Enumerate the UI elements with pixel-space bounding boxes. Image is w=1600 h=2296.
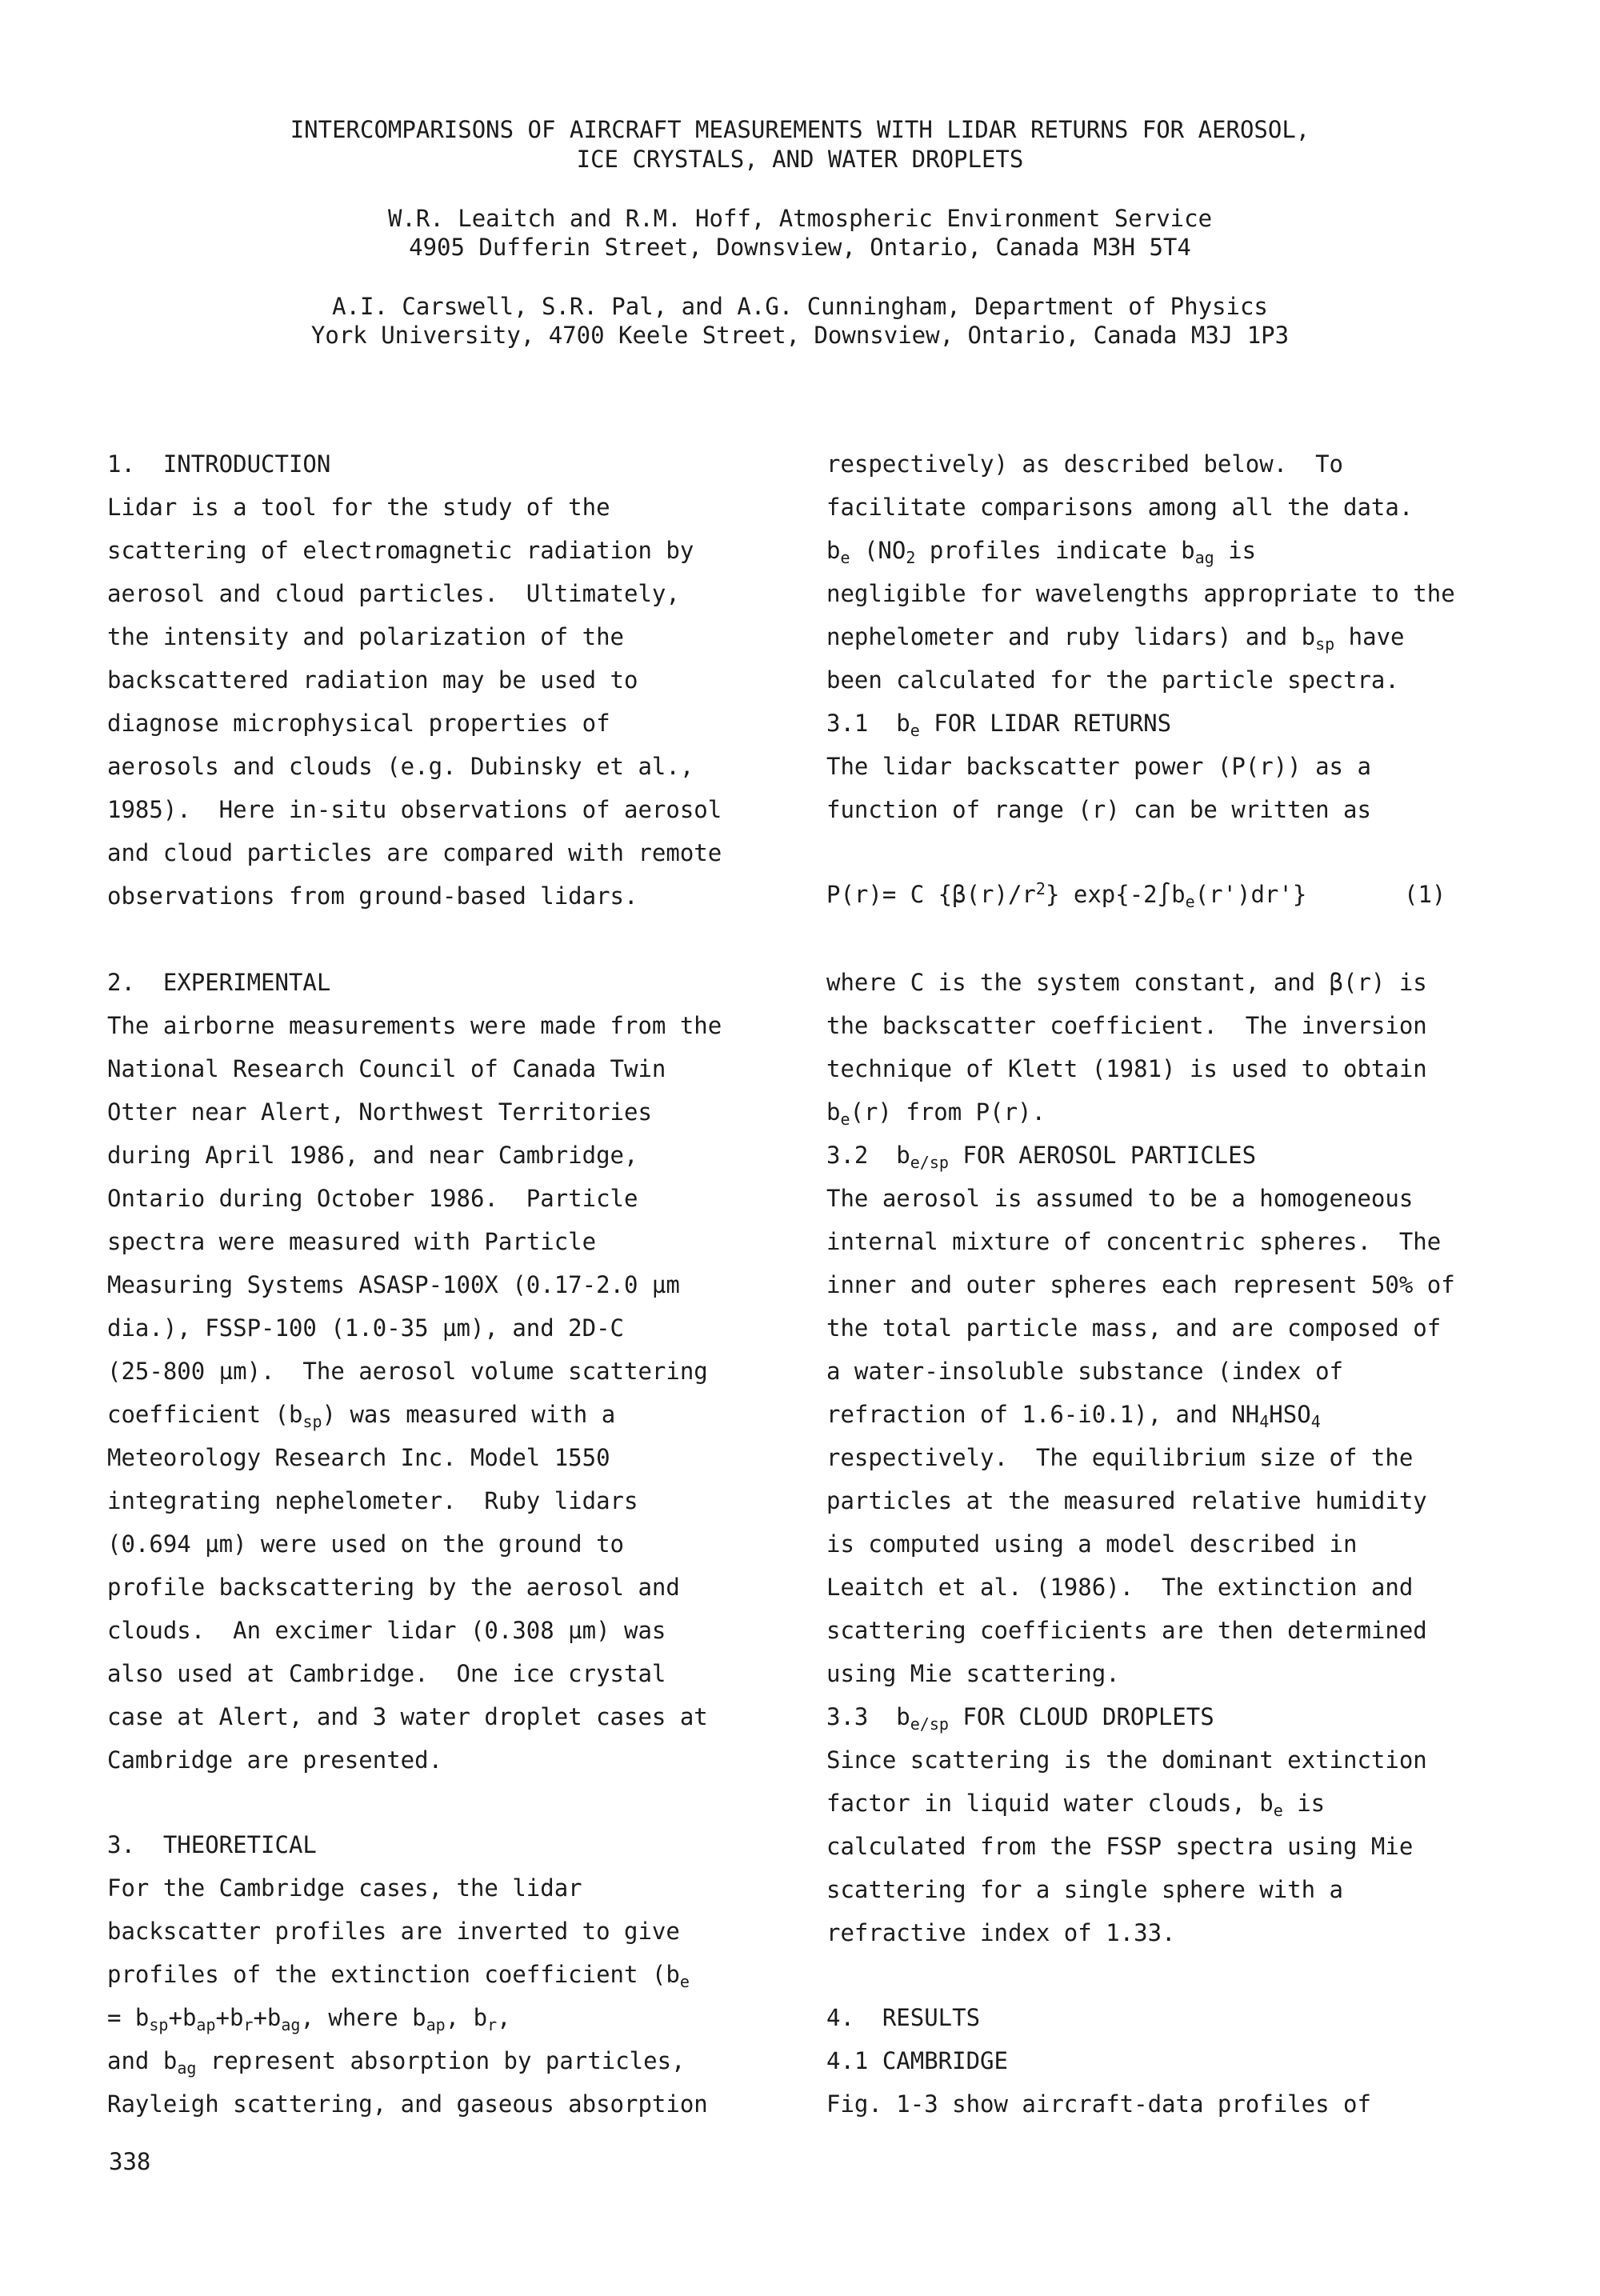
equation-number: (1)	[1404, 881, 1446, 908]
intro-heading: 1. INTRODUCTION	[107, 450, 331, 478]
lidar-equation: P(r)= C $\{\beta(r)/r^2\}$ $\exp\{-2\int b_e(r')dr'\}$	[826, 879, 1307, 911]
experimental-line: dia.), FSSP-100 (1.0-35 µm), and 2D-C	[107, 1314, 625, 1342]
theoretical-line: profiles of the extinction coefficient ($b_e$	[107, 1961, 690, 1991]
right-line: using Mie scattering.	[826, 1660, 1120, 1687]
right-line: refractive index of 1.33.	[826, 1919, 1176, 1946]
right-line: nephelometer and ruby lidars) and $b_{sp}$ have	[826, 623, 1405, 654]
right-line: where C is the system constant, and β(r) is	[826, 969, 1427, 996]
section-3-1-heading: 3.1 $b_e$ FOR LIDAR RETURNS	[826, 710, 1172, 740]
right-line: Leaitch et al. (1986). The extinction and	[826, 1574, 1414, 1601]
authors-line-4: York University, 4700 Keele Street, Downsview, Ontario, Canada M3J 1P3	[310, 322, 1290, 349]
right-line: technique of Klett (1981) is used to obtain	[826, 1055, 1427, 1082]
intro-line: the intensity and polarization of the	[107, 623, 625, 650]
right-line: particles at the measured relative humidity	[826, 1487, 1427, 1514]
experimental-line: Meteorology Research Inc. Model 1550	[107, 1444, 610, 1471]
experimental-line: (0.694 µm) were used on the ground to	[107, 1530, 625, 1558]
theoretical-line: Rayleigh scattering, and gaseous absorption	[107, 2090, 708, 2118]
authors-line-1: W.R. Leaitch and R.M. Hoff, Atmospheric Environment Service	[387, 205, 1213, 232]
right-line: been calculated for the particle spectra.	[826, 666, 1399, 694]
theoretical-line: and $b_{ag}$ represent absorption by particles,	[107, 2047, 686, 2078]
right-line: the total particle mass, and are composed of	[826, 1314, 1442, 1342]
intro-line: diagnose microphysical properties of	[107, 710, 610, 737]
experimental-line: (25-800 µm). The aerosol volume scattering	[107, 1358, 708, 1385]
experimental-line: National Research Council of Canada Twin	[107, 1055, 666, 1082]
right-line: scattering coefficients are then determined	[826, 1617, 1427, 1644]
authors-line-2: 4905 Dufferin Street, Downsview, Ontario, Canada M3H 5T4	[409, 234, 1191, 261]
experimental-line: Ontario during October 1986. Particle	[107, 1185, 638, 1212]
right-line: facilitate comparisons among all the data.	[826, 494, 1414, 521]
experimental-heading: 2. EXPERIMENTAL	[107, 969, 331, 996]
right-line: internal mixture of concentric spheres. The	[826, 1228, 1442, 1255]
section-3-2-heading: 3.2 $b_{e/sp}$ FOR AEROSOL PARTICLES	[826, 1142, 1257, 1172]
intro-line: aerosols and clouds (e.g. Dubinsky et al.,	[107, 753, 694, 780]
experimental-line: clouds. An excimer lidar (0.308 µm) was	[107, 1617, 666, 1644]
right-line: respectively. The equilibrium size of the	[826, 1444, 1414, 1471]
page-number: 338	[109, 2148, 151, 2175]
right-line: Since scattering is the dominant extinction	[826, 1746, 1427, 1774]
experimental-line: Measuring Systems ASASP-100X (0.17-2.0 µm	[107, 1271, 680, 1298]
experimental-line: during April 1986, and near Cambridge,	[107, 1142, 638, 1169]
experimental-line: The airborne measurements were made from the	[107, 1012, 722, 1039]
experimental-line: profile backscattering by the aerosol and	[107, 1574, 680, 1601]
results-subheading: 4.1 CAMBRIDGE	[826, 2047, 1008, 2074]
authors-line-3: A.I. Carswell, S.R. Pal, and A.G. Cunningham, Department of Physics	[332, 293, 1268, 320]
intro-line: Lidar is a tool for the study of the	[107, 494, 610, 521]
experimental-line: coefficient $(b_{sp})$ was measured with a	[107, 1401, 616, 1431]
intro-line: scattering of electromagnetic radiation by	[107, 537, 694, 564]
right-line: calculated from the FSSP spectra using Mie	[826, 1833, 1414, 1860]
right-line: The aerosol is assumed to be a homogeneous	[826, 1185, 1414, 1212]
experimental-line: spectra were measured with Particle	[107, 1228, 597, 1255]
experimental-line: Otter near Alert, Northwest Territories	[107, 1098, 652, 1126]
right-line: function of range (r) can be written as	[826, 796, 1371, 823]
right-line: $b_e$ ($NO_2$ profiles indicate $b_{ag}$ is	[826, 537, 1257, 567]
right-line: scattering for a single sphere with a	[826, 1876, 1344, 1903]
theoretical-line: backscatter profiles are inverted to give	[107, 1918, 680, 1945]
section-3-3-heading: 3.3 $b_{e/sp}$ FOR CLOUD DROPLETS	[826, 1703, 1214, 1734]
intro-line: aerosol and cloud particles. Ultimately,	[107, 580, 680, 607]
right-line: negligible for wavelengths appropriate to the	[826, 580, 1455, 607]
right-line: The lidar backscatter power (P(r)) as a	[826, 753, 1371, 780]
results-heading: 4. RESULTS	[826, 2004, 981, 2031]
title-line-1: INTERCOMPARISONS OF AIRCRAFT MEASUREMENTS WITH LIDAR RETURNS FOR AEROSOL,	[290, 116, 1310, 143]
right-line: is computed using a model described in	[826, 1530, 1358, 1558]
right-line: the backscatter coefficient. The inversion	[826, 1012, 1427, 1039]
right-line: a water-insoluble substance (index of	[826, 1358, 1344, 1385]
right-line: respectively) as described below. To	[826, 450, 1344, 478]
intro-line: 1985). Here in-situ observations of aerosol	[107, 796, 722, 823]
right-line: inner and outer spheres each represent 50% of	[826, 1271, 1455, 1298]
theoretical-line: For the Cambridge cases, the lidar	[107, 1874, 582, 1902]
theoretical-equation-line: = $b_{sp}+b_{ap}+b_r+b_{ag}$, where $b_{ap}$, $b_r$,	[107, 2004, 511, 2034]
right-line: Fig. 1-3 show aircraft-data profiles of	[826, 2090, 1371, 2118]
experimental-line: Cambridge are presented.	[107, 1746, 443, 1774]
intro-line: observations from ground-based lidars.	[107, 882, 638, 910]
intro-line: backscattered radiation may be used to	[107, 666, 638, 694]
experimental-line: case at Alert, and 3 water droplet cases at	[107, 1703, 708, 1730]
intro-line: and cloud particles are compared with remote	[107, 839, 722, 866]
experimental-line: also used at Cambridge. One ice crystal	[107, 1660, 666, 1687]
right-line: factor in liquid water clouds, $b_e$ is	[826, 1790, 1326, 1820]
title-line-2: ICE CRYSTALS, AND WATER DROPLETS	[576, 146, 1024, 173]
right-line: refraction of 1.6-i0.1), and $NH_4HSO_4$	[826, 1401, 1321, 1431]
experimental-line: integrating nephelometer. Ruby lidars	[107, 1487, 638, 1514]
theoretical-heading: 3. THEORETICAL	[107, 1831, 317, 1858]
right-line: $b_e(r)$ from P(r).	[826, 1098, 1046, 1129]
